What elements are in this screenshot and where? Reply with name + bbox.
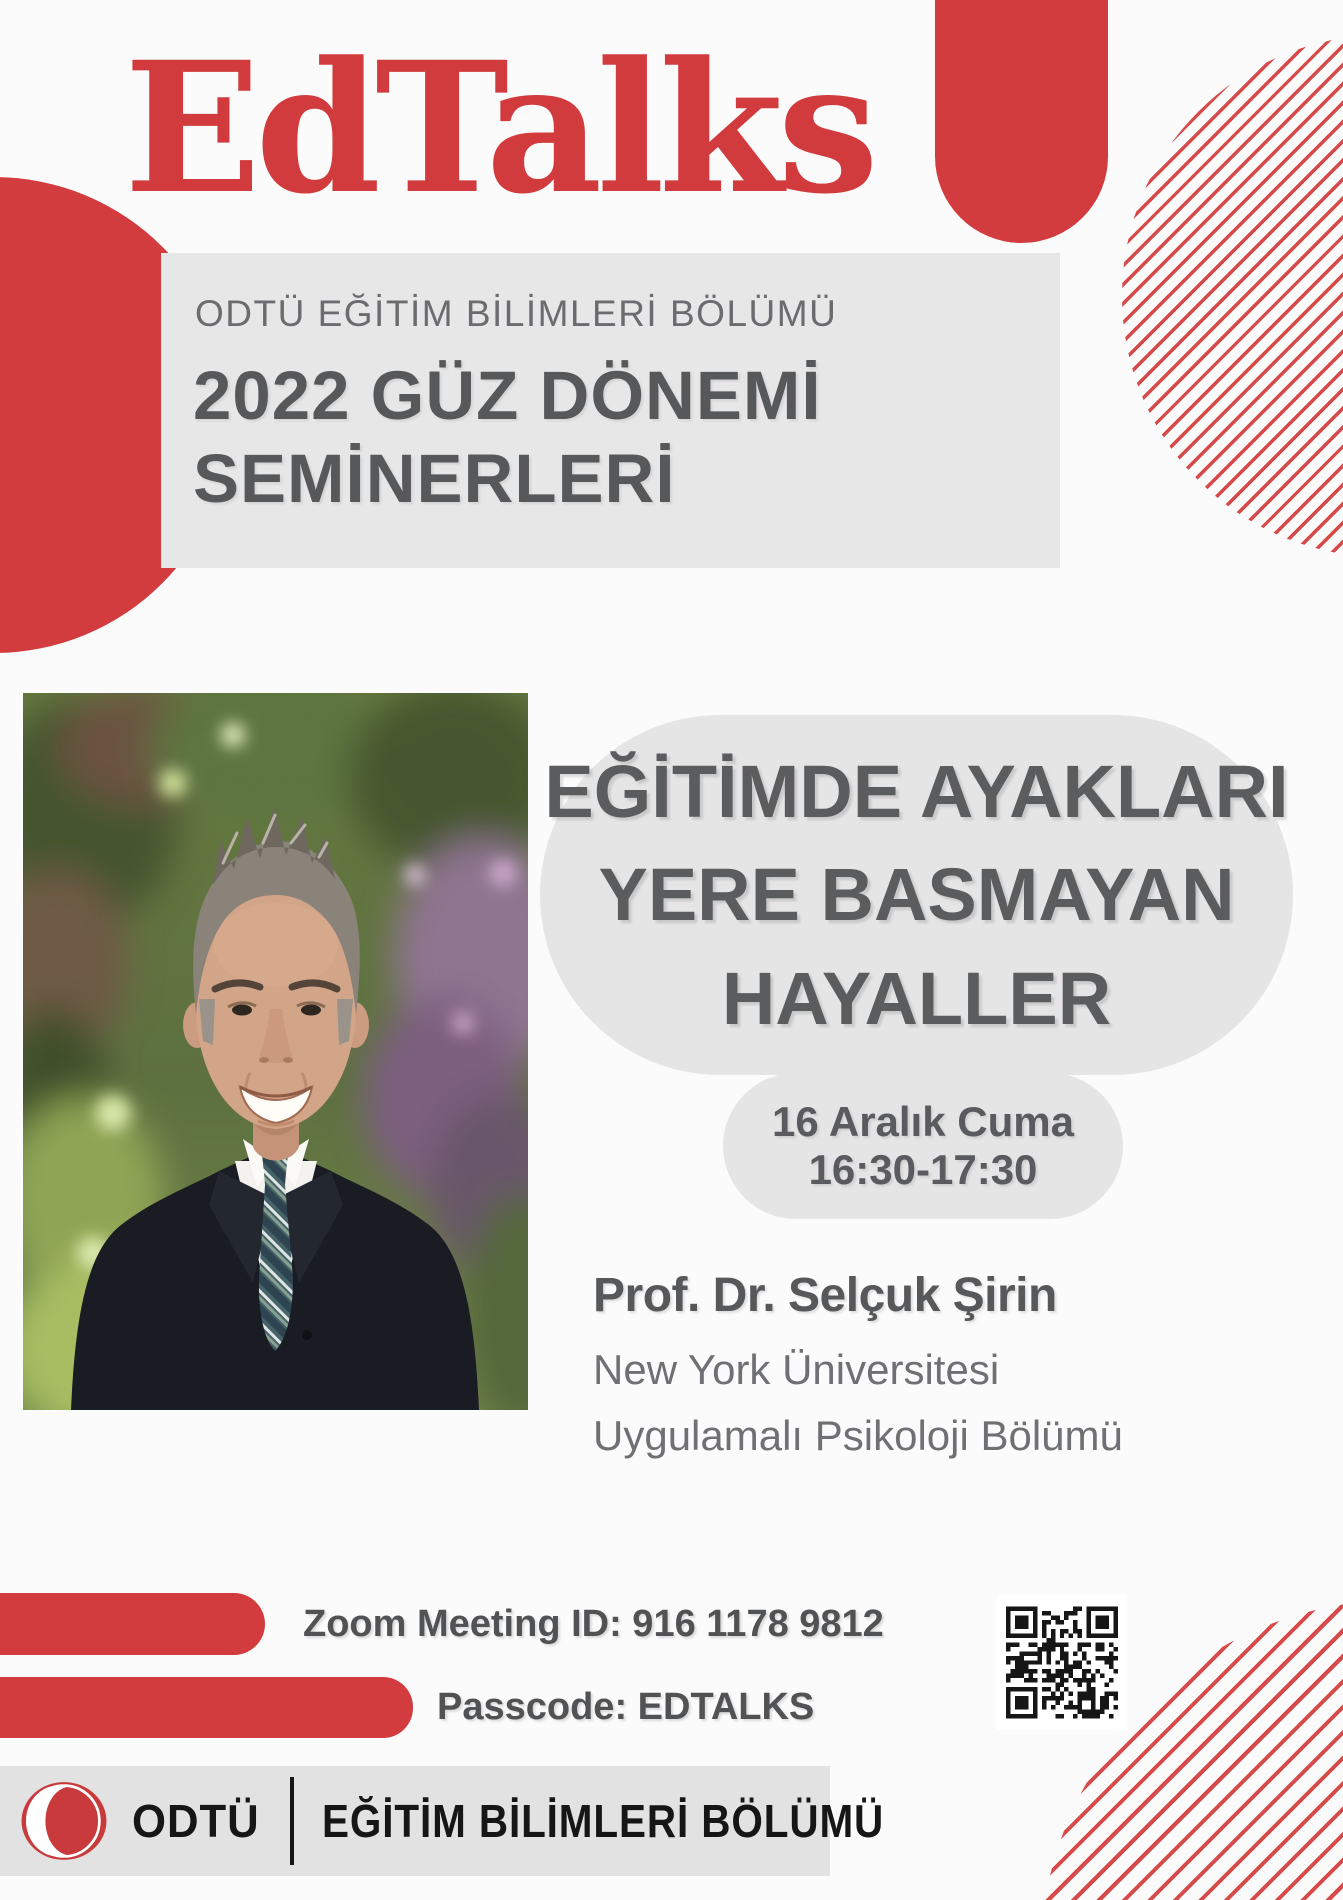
passcode-banner-bar [0,1677,413,1738]
season-title-line1: 2022 GÜZ DÖNEMİ [193,357,822,434]
speaker-affiliation-university: New York Üniversitesi [593,1346,1000,1393]
speaker-photo-illustration [23,693,528,1410]
season-header-panel [161,253,1060,568]
department-label: ODTÜ EĞİTİM BİLİMLERİ BÖLÜMÜ [195,293,838,334]
red-pill-shape-top-right [935,0,1108,243]
season-title-line2: SEMİNERLERİ [193,439,676,517]
date-time-badge [723,1073,1123,1219]
odtu-logo-icon [18,1780,110,1862]
footer-divider [290,1777,294,1865]
odtu-logo-graphic [18,1780,110,1862]
talk-title [544,740,1288,1051]
brand-title: EdTalks [124,23,873,234]
talk-date: 16 Aralık Cuma [772,1098,1074,1146]
speaker-name: Prof. Dr. Selçuk Şirin [593,1269,1057,1322]
season-title [193,355,1060,521]
meeting-passcode: Passcode: EDTALKS [437,1686,815,1728]
talk-title-line2: YERE BASMAYAN [598,853,1235,937]
talk-title-panel [540,715,1293,1075]
qr-code-icon [997,1595,1127,1730]
speaker-photo [23,693,528,1410]
qr-code-pattern [997,1595,1127,1730]
talk-title-line3: HAYALLER [721,956,1112,1040]
striped-circle-top-right [1122,35,1343,557]
zoom-meeting-id: Zoom Meeting ID: 916 1178 9812 [303,1602,884,1645]
footer-department-name: EĞİTİM BİLİMLERİ BÖLÜMÜ [322,1795,885,1847]
footer-university-abbr: ODTÜ [132,1795,260,1847]
zoom-banner-bar [0,1593,265,1655]
talk-title-line1: EĞİTİMDE AYAKLARI [544,749,1289,833]
talk-time: 16:30-17:30 [808,1146,1038,1193]
speaker-affiliation-department: Uygulamalı Psikoloji Bölümü [593,1412,1123,1459]
footer-bar [0,1766,885,1876]
